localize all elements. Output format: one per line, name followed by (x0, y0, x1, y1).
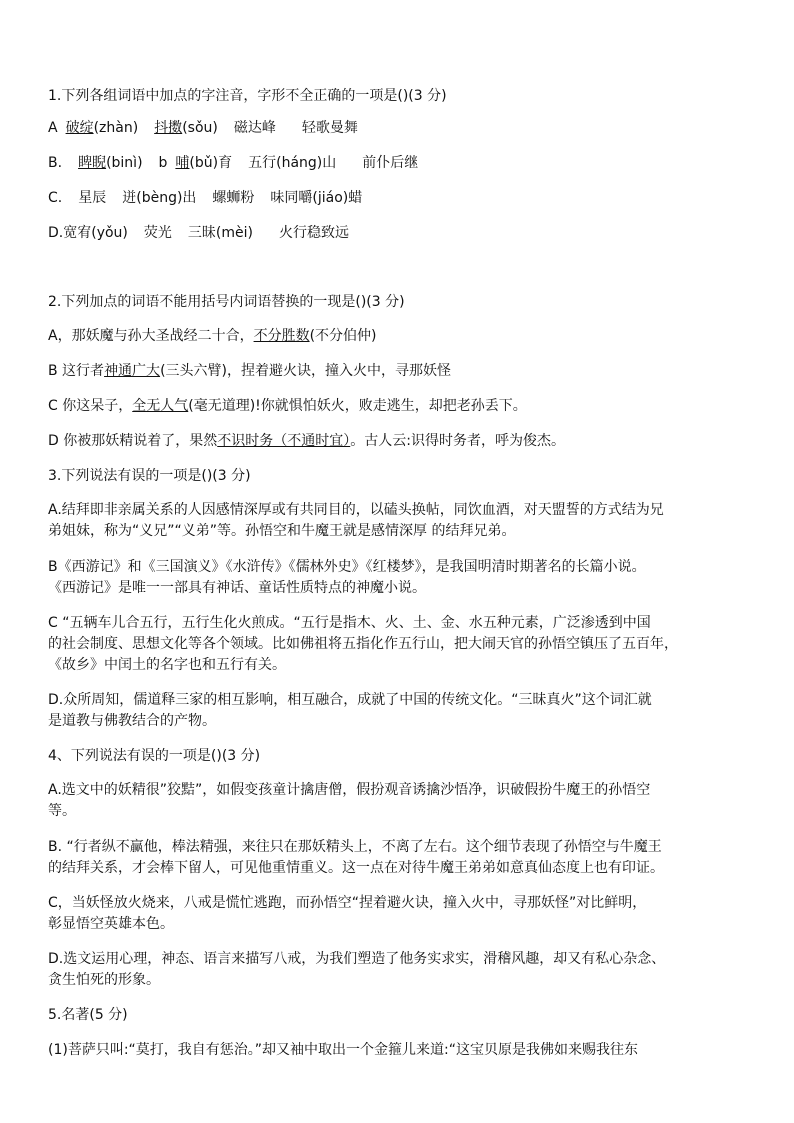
q3-d-line2: 是道教与佛教结合的产物。 (48, 713, 216, 729)
q1-b-word3: 五行(háng)山 (248, 155, 337, 171)
q2-b-text: B 这行者 (48, 363, 105, 379)
q2-option-d (48, 430, 748, 452)
q1-a-word4: 轻歌曼舞 (301, 120, 358, 136)
q1-b-label: B. (48, 155, 63, 171)
q4-d-line1: D.选文运用心理，神态、语言来描写八戒，为我们塑造了他务实求实，滑稽风趣，却又有私心杂念、 (48, 951, 666, 967)
q1-b-word4: 前仆后继 (362, 155, 419, 171)
q1-a-word3: 磁达峰 (233, 120, 276, 136)
q1-c-word3: 螺蛳粉 (212, 190, 255, 206)
q1-c-word4: 味同嚼(jiáo)蜡 (270, 190, 363, 206)
q4-d-line2: 贪生怕死的形象。 (48, 972, 160, 988)
q1-b-pinyin1: (binì) (106, 155, 143, 171)
q3-b-line1: B《西游记》和《三国演义》《水浒传》《儒林外史》《红楼梦》，是我国明清时期著名的长篇小说。 (48, 559, 646, 575)
q5-stem: 5.名著(5 分) (48, 1007, 128, 1023)
q1-d-word2: 荧光 (143, 225, 172, 241)
q2-b-paren: (三头六臂)，捏着避火诀，撞入火中，寻那妖怪 (160, 363, 451, 379)
q1-c-word1: 星辰 (78, 190, 107, 206)
q2-option-b (48, 360, 748, 382)
q2-d-text: D 你被那妖精说着了，果然 (48, 433, 218, 449)
q3-c-line3: 《故乡》中闰土的名字也和五行有关。 (48, 657, 286, 673)
q1-d-word4: 火行稳致远 (278, 225, 349, 241)
q1-option-c (48, 187, 748, 209)
q2-option-c (48, 395, 748, 417)
q1-option-b (48, 152, 748, 174)
q1-stem: 1.下列各组词语中加点的字注音，字形不全正确的一项是()(3 分) (48, 88, 447, 104)
q2-d-underlined: 不识时务（不通时宜） (217, 433, 351, 449)
q2-c-paren: (毫无道理)!你就惧怕妖火，败走逃生，却把老孙丢下。 (188, 398, 527, 414)
q1-option-d (48, 222, 748, 244)
q5-para1: (1)菩萨只叫:“莫打，我自有惩治。”却又袖中取出一个金箍儿来道:“这宝贝原是我佛如来赐我往东 (48, 1042, 639, 1058)
q3-b-line2: 《西游记》是唯一一部具有神话、童话性质特点的神魔小说。 (48, 580, 426, 596)
q4-c-line2: 彰显悟空英雄本色。 (48, 916, 174, 932)
q4-a-line1: A.选文中的妖精很”狡黠”，如假变孩童计擒唐僧，假扮观音诱擒沙悟净，识破假扮牛魔王的孙悟空 (48, 782, 651, 798)
q3-c-line1: C “五辆车儿合五行，五行生化火煎成。“五行是指木、火、土、金、水五种元素，广泛渗透到中国 (48, 615, 651, 631)
q1-a-word1: 破绽 (65, 120, 94, 136)
q2-a-paren: (不分伯仲) (309, 328, 377, 344)
q4-b-line1: B. “行者纵不赢他，棒法精强，来往只在那妖精头上，不离了左右。这个细节表现了孙悟空与牛魔王 (48, 839, 662, 855)
q1-b-pinyin2: (bǔ)育 (189, 155, 233, 171)
q1-d-word3: 三昧(mèi) (187, 225, 253, 241)
q2-a-text: A，那妖魔与孙大圣战经二十合， (48, 328, 254, 344)
q4-stem: 4、下列说法有误的一项是()(3 分) (48, 748, 261, 764)
q3-a-line2: 弟姐妹，称为“义兄”“义弟”等。孙悟空和牛魔王就是感情深厚 的结拜兄弟。 (48, 523, 516, 539)
q3-stem: 3.下列说法有误的一项是()(3 分) (48, 468, 251, 484)
q3-c-line2: 的社会制度、思想文化等各个领域。比如佛祖将五指化作五行山，把大闹天官的孙悟空镇压了五百年， (48, 636, 678, 652)
q3-d-line1: D.众所周知，儒道释三家的相互影响，相互融合，成就了中国的传统文化。“三昧真火”这个词汇就 (48, 692, 652, 708)
q1-option-a (48, 117, 748, 139)
q1-a-pinyin1: (zhàn) (93, 120, 139, 136)
q2-d-paren: 。古人云:识得时务者，呼为俊杰。 (350, 433, 565, 449)
q1-c-label: C. (48, 190, 63, 206)
q2-c-underlined: 全无人气 (132, 398, 189, 414)
q1-a-pinyin2: (sǒu) (182, 120, 218, 136)
q2-option-a (48, 325, 748, 347)
q1-b-word2: 哺 (175, 155, 190, 171)
q2-a-underlined: 不分胜数 (253, 328, 310, 344)
q1-a-word2: 抖擞 (154, 120, 183, 136)
q1-d-label: D. (48, 225, 64, 241)
q1-d-word1: 宽宥(yǒu) (63, 225, 128, 241)
q2-c-text: C 你这呆子， (48, 398, 133, 414)
q3-a-line1: A.结拜即非亲属关系的人因感情深厚或有共同目的，以磕头换帖，同饮血酒，对天盟誓的方式结为兄 (48, 502, 664, 518)
q1-c-word2: 迸(bèng)出 (122, 190, 197, 206)
q1-b-prefix: b (158, 155, 168, 171)
q4-c-line1: C，当妖怪放火烧来，八戒是慌忙逃跑，而孙悟空“捏着避火诀，撞入火中，寻那妖怪”对比鲜明， (48, 895, 647, 911)
q4-a-line2: 等。 (48, 803, 76, 819)
q2-b-underlined: 神通广大 (104, 363, 161, 379)
q2-stem: 2.下列加点的词语不能用括号内词语替换的一现是()(3 分) (48, 294, 405, 310)
q1-a-label: A (48, 120, 58, 136)
q1-b-word1: 睥睨 (78, 155, 107, 171)
q4-b-line2: 的结拜关系，才会棒下留人，可见他重情重义。这一点在对待牛魔王弟弟如意真仙态度上也有印证。 (48, 860, 664, 876)
